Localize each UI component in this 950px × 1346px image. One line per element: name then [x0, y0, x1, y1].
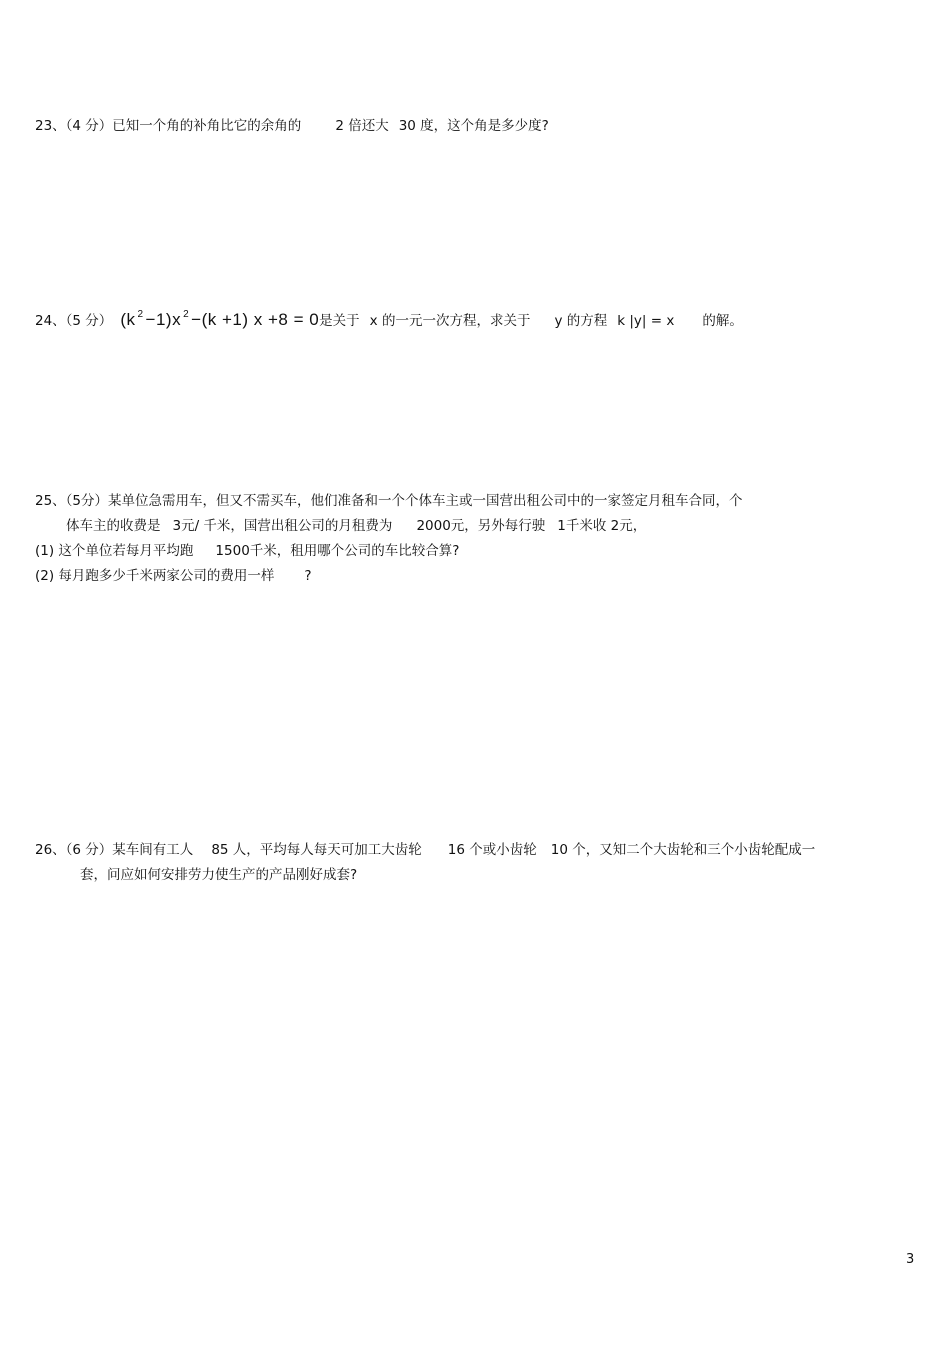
q25-line-2-b: 3元/ 千米，国营出租公司的月租费为: [172, 518, 393, 534]
q23-number-2: 30 度，这个角是多少度?: [398, 118, 549, 134]
question-25-line-1: [35, 492, 743, 510]
q25-part-1-b: 1500千米，租用哪个公司的车比较合算?: [215, 543, 460, 559]
q26-line-1-a: 26、（6 分）某车间有工人: [35, 842, 194, 858]
q24-eq-exponent-2: 2: [183, 309, 190, 320]
q23-number-1: 2 倍还大: [335, 118, 389, 134]
q24-eq-part-c: −(k +1) x +8 = 0: [191, 310, 320, 329]
q24-label: 24、（5 分）: [35, 313, 113, 329]
q26-line-2-text: 套，问应如何安排劳力使生产的产品刚好成套?: [80, 867, 358, 883]
q24-eq-part-a: (k: [120, 310, 136, 329]
q25-line-1-text: 25、（5分）某单位急需用车，但又不需买车，他们准备和一个个体车主或一国营出租公司中的一家签定月租车合同，个: [35, 493, 743, 509]
q24-text-3: y 的方程: [554, 313, 608, 329]
q26-line-1-b: 85 人，平均每人每天可加工大齿轮: [211, 842, 422, 858]
q24-eq-part-b: −1)x: [145, 310, 182, 329]
q26-line-1-c: 16 个或小齿轮: [447, 842, 537, 858]
question-24: [35, 304, 743, 332]
question-25-part-2: [35, 567, 312, 585]
question-25-part-1: [35, 542, 459, 560]
q26-line-1-d: 10 个，又知二个大齿轮和三个小齿轮配成一: [550, 842, 816, 858]
question-26-line-1: [35, 841, 815, 859]
question-23: [35, 117, 549, 135]
q24-text-5: 的解。: [702, 313, 743, 329]
q24-eq-exponent-1: 2: [137, 309, 144, 320]
q25-part-2-a: (2) 每月跑多少千米两家公司的费用一样: [35, 568, 275, 584]
q24-text-2: x 的一元一次方程，求关于: [369, 313, 531, 329]
q25-part-2-b: ?: [304, 568, 312, 584]
q25-line-2-a: 体车主的收费是: [66, 518, 161, 534]
q25-line-2-d: 1千米收 2元，: [557, 518, 647, 534]
q24-text-1: 是关于: [319, 313, 360, 329]
page-number: 3: [906, 1252, 915, 1267]
q25-part-1-a: (1) 这个单位若每月平均跑: [35, 543, 194, 559]
q23-text: 23、（4 分）已知一个角的补角比它的余角的: [35, 118, 302, 134]
q25-line-2-c: 2000元，另外每行驶: [416, 518, 546, 534]
q24-text-4: k |y| = x: [617, 313, 675, 329]
question-26-line-2: [80, 866, 357, 884]
question-25-line-2: [66, 517, 646, 535]
q24-equation: [120, 310, 319, 329]
